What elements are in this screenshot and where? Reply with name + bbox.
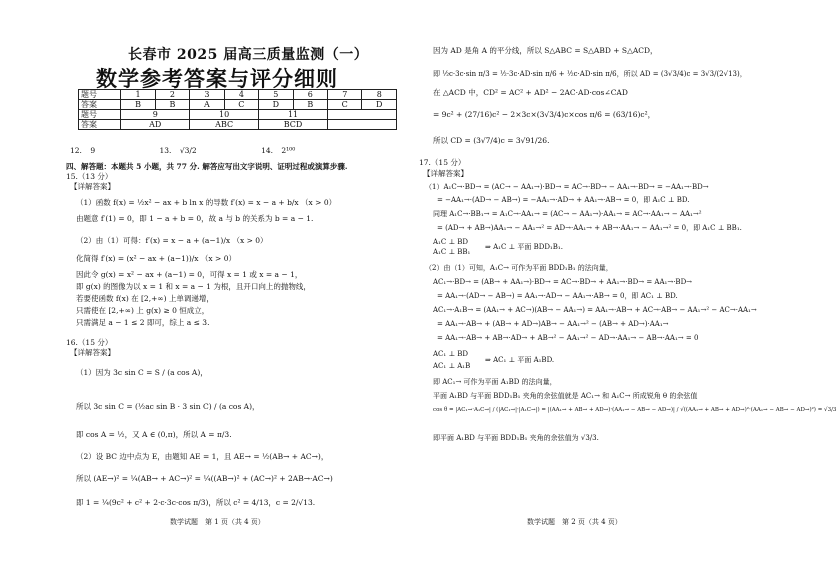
q16-continued-line: = 9c² + (27/16)c² − 2×3c×(3√3/4)c×cos π/6 = (63/16)c²， — [433, 110, 656, 119]
q17-line: AC₁ ⊥ A₁B — [433, 362, 471, 370]
answer-table — [78, 89, 397, 130]
q17-line: 即 AC₁→ 可作为平面 A₁BD 的法向量， — [433, 378, 557, 386]
q16-line: 即 1 = ¼(9c² + c² + 2·c·3c·cos π/3)，所以 c² = 4/13，c = 2/√13. — [76, 498, 316, 507]
q16-line: 所以 (AE→)² = ¼(AB→ + AC→)² = ¼((AB→)² + (AC→)² + 2AB→·AC→) — [76, 474, 333, 483]
q16-heading: 16.（15 分） — [66, 338, 113, 347]
q17-line: AC₁ ⊥ BD — [433, 350, 469, 358]
q16-continued-line: 即 ½c·3c·sin π/3 = ½·3c·AD·sin π/6 + ½c·AD·sin π/6，所以 AD = (3√3/4)c = 3√3/(2√13)， — [433, 70, 747, 78]
q17-line: = AA₁→·(AD→ − AB→) = AA₁→·AD→ − AA₁→·AB→ = 0，即 AC₁ ⊥ BD. — [437, 292, 678, 300]
q17-line: = AA₁→·AB→ + (AB→ + AD→)AB→ − AA₁→² − (AB→ + AD→)·AA₁→ — [437, 320, 669, 328]
q17-line: （1）A₁C→·BD→ = (AC→ − AA₁→)·BD→ = AC→·BD→ − AA₁→·BD→ = −AA₁→·BD→ — [425, 183, 709, 191]
q17-line: 即平面 A₁BD 与平面 BDD₁B₁ 夹角的余弦值为 √3/3. — [433, 434, 599, 442]
q16-line: 所以 3c sin C = (½ac sin B · 3 sin C) / (a cos A)， — [76, 402, 260, 411]
q17-line: = −AA₁→·(AD→ − AB→) = −AA₁→·AD→ + AA₁→·AB→ = 0，即 A₁C ⊥ BD. — [437, 196, 690, 204]
q15-line: 只需使在 [2,+∞) 上 g(x) ≥ 0 恒成立， — [76, 306, 210, 315]
page-2 — [397, 0, 836, 561]
page-footer: 数学试题 第 1 页（共 4 页） — [170, 518, 265, 526]
q15-heading: 15.（13 分） — [66, 172, 113, 181]
page-footer: 数学试题 第 2 页（共 4 页） — [527, 518, 622, 526]
page-1 — [0, 0, 397, 561]
table-row: 题号 1 2 3 4 5 6 7 8 — [79, 90, 397, 100]
table-row: 题号 9 10 11 — [79, 110, 397, 120]
q16-detail-label: 【详解答案】 — [70, 348, 115, 357]
q17-line: = AA₁→·AB→ + AB→·AD→ + AB→² − AA₁→² − AD→·AA₁→ − AB→·AA₁→ = 0 — [437, 334, 699, 342]
q16-continued-line: 所以 CD = (3√7/4)c = 3√91/26. — [433, 136, 550, 145]
q17-line: AC₁→·BD→ = (AB→ + AA₁→)·BD→ = AC→·BD→ + AA₁→·BD→ = AA₁→·BD→ — [433, 278, 693, 286]
q17-line: A₁C ⊥ BD — [433, 238, 469, 246]
q17-line: ⇒ A₁C ⊥ 平面 BDD₁B₁. — [485, 243, 563, 251]
q15-line: 若要使函数 f(x) 在 [2,+∞) 上单调递增， — [76, 294, 214, 303]
fill-blank-answers: 12. 9 13. √3/2 14. 2¹⁰⁰ — [70, 146, 296, 155]
q17-line: = (AD→ + AB→)AA₁→ − AA₁→² = AD→·AA₁→ + AB→·AA₁→ − AA₁→² = 0，即 A₁C ⊥ BB₁. — [437, 224, 742, 232]
q17-line: cos θ = |AC₁→·A₁C→| / (|AC₁→|·|A₁C→|) = |(AA₁→ + AB→ + AD→)·(AA₁→ − AB→ − AD→)| / √((AA₁→ + AB→ + AD→)²·(AA₁→ − AB→ − AD→)²) = √3/3 — [433, 407, 836, 413]
table-row: 答案 AD ABC BCD — [79, 120, 397, 130]
answer-key-title: 数学参考答案与评分细则 — [96, 66, 338, 91]
q16-line: （2）设 BC 边中点为 E，由题知 AE = 1，且 AE→ = ½(AB→ + AC→)， — [76, 452, 329, 461]
q17-line: AC₁→·A₁B→ = (AA₁→ + AC→)(AB→ − AA₁→) = AA₁→·AB→ + AC→·AB→ − AA₁→² − AC→·AA₁→ — [433, 306, 757, 314]
q17-line: A₁C ⊥ BB₁ — [433, 248, 471, 256]
q16-line: 即 cos A = ½，又 A ∈ (0,π)，所以 A = π/3. — [76, 430, 232, 439]
q16-continued-line: 因为 AD 是角 A 的平分线，所以 S△ABC = S△ABD + S△ACD， — [433, 46, 658, 55]
q17-line: ⇒ AC₁ ⊥ 平面 A₁BD. — [485, 356, 555, 364]
section-heading: 四、解答题：本题共 5 小题，共 77 分. 解答应写出文字说明、证明过程或演算步骤. — [66, 162, 348, 171]
q17-line: （2）由（1）可知，A₁C→ 可作为平面 BDD₁B₁ 的法向量， — [425, 264, 613, 272]
q17-detail-label: 【详解答案】 — [423, 169, 468, 178]
q17-line: 同理 A₁C→·BB₁→ = A₁C→·AA₁→ = (AC→ − AA₁→)·AA₁→ = AC→·AA₁→ − AA₁→² — [433, 210, 702, 218]
q15-line: 由题意 f′(1) = 0，即 1 − a + b = 0，故 a 与 b 的关系为 b = a − 1. — [76, 214, 314, 223]
q15-line: 化简得 f′(x) = (x² − ax + (a−1))/x （x > 0） — [76, 254, 236, 263]
q15-line: 因此令 g(x) = x² − ax + (a−1) = 0，可得 x = 1 或 x = a − 1， — [76, 270, 303, 279]
q15-line: （2）由（1）可得：f′(x) = x − a + (a−1)/x （x > 0） — [76, 236, 268, 245]
q15-detail-label: 【详解答案】 — [70, 182, 115, 191]
table-row: 答案 B B A C D B C D — [79, 100, 397, 110]
q17-heading: 17.（15 分） — [419, 158, 466, 167]
q17-line: 平面 A₁BD 与平面 BDD₁B₁ 夹角的余弦值就是 AC₁→ 和 A₁C→ 所成锐角 θ 的余弦值 — [433, 392, 698, 400]
q16-line: （1）因为 3c sin C = S / (a cos A)， — [76, 368, 208, 377]
exam-title: 长春市 2025 届高三质量监测（一） — [128, 47, 369, 63]
q15-line: 只需满足 a − 1 ≤ 2 即可，综上 a ≤ 3. — [76, 318, 210, 327]
q15-line: （1）函数 f(x) = ½x² − ax + b ln x 的导数 f′(x) = x − a + b/x （x > 0） — [76, 198, 337, 207]
q16-continued-line: 在 △ACD 中，CD² = AC² + AD² − 2AC·AD·cos∠CAD — [433, 88, 628, 97]
q15-line: 即 g(x) 的图像为以 x = 1 和 x = a − 1 为根，且开口向上的抛物线， — [76, 282, 311, 291]
